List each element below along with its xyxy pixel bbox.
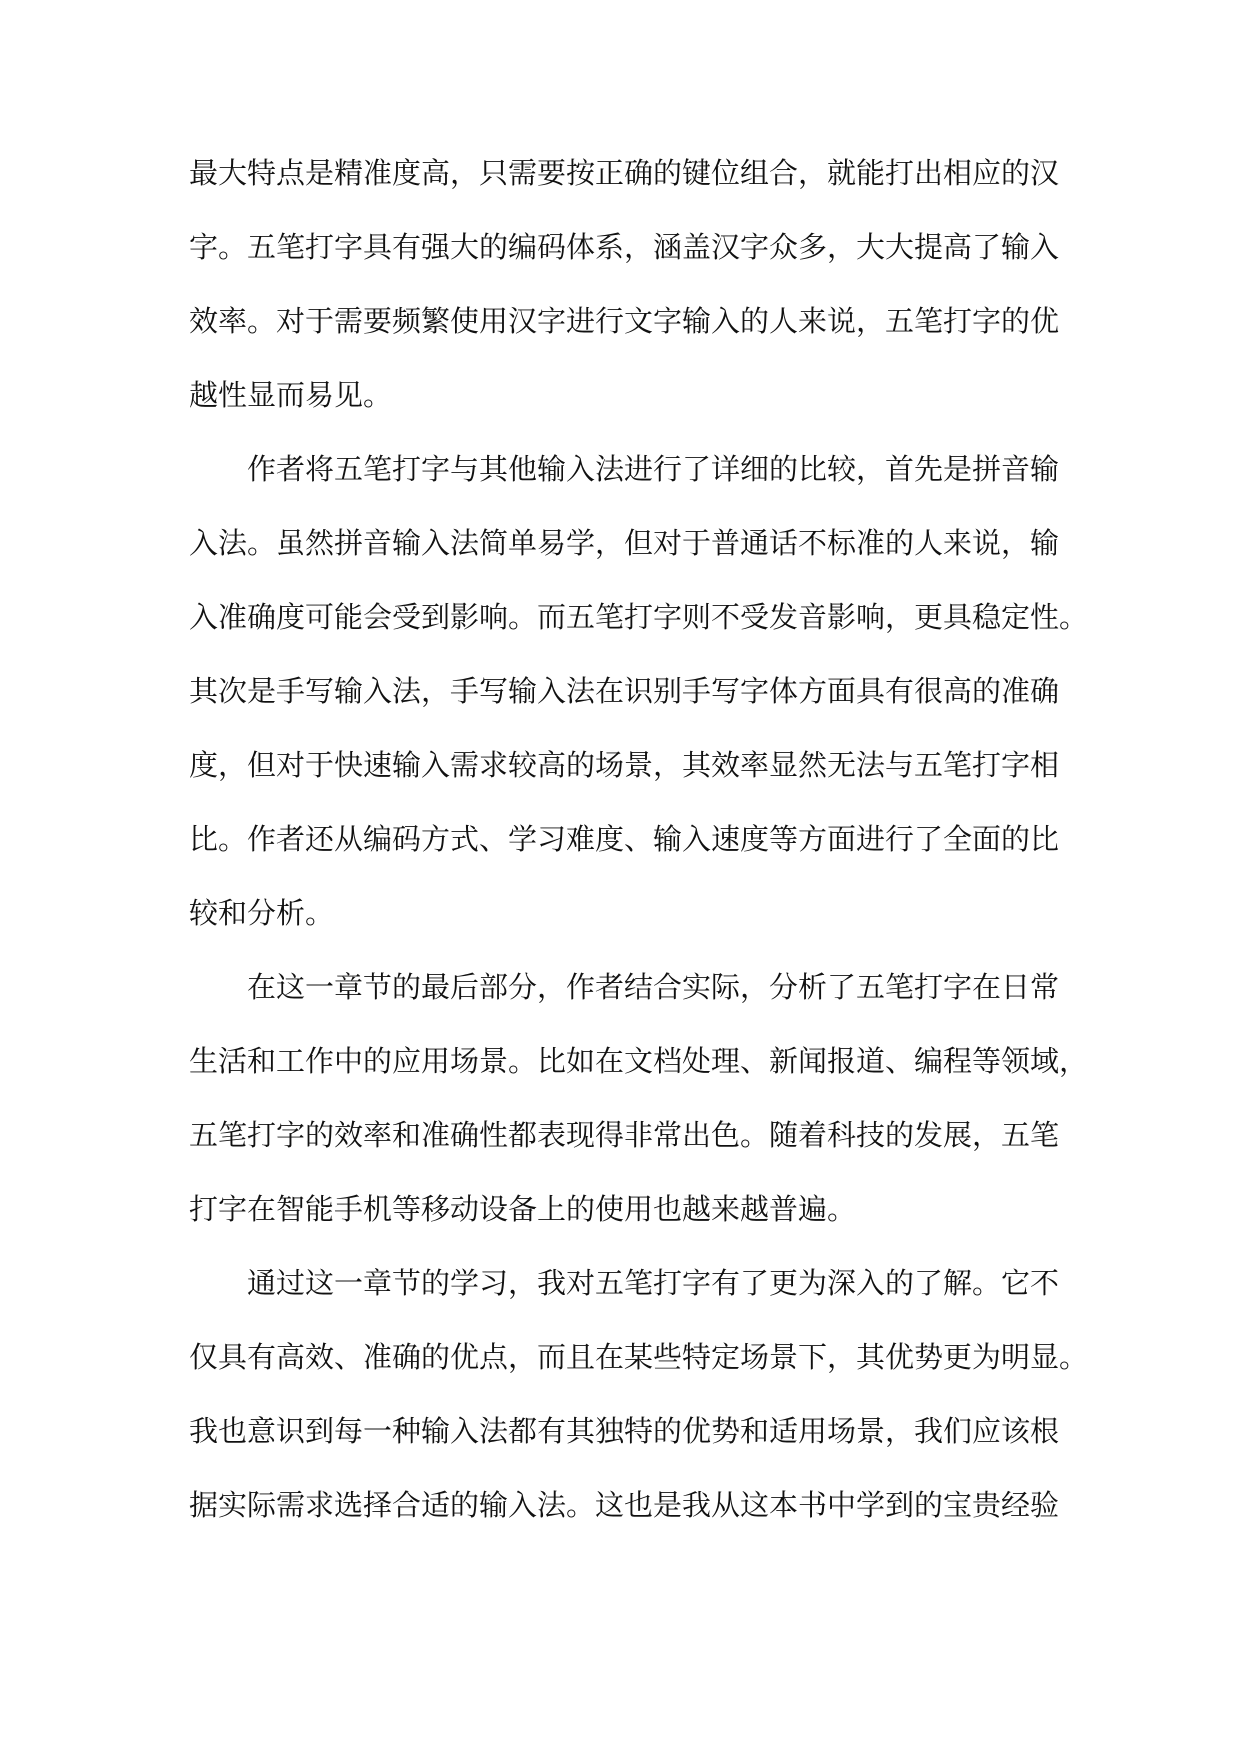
paragraph <box>189 441 1089 959</box>
text-line: 较和分析。 <box>189 896 335 930</box>
paragraph <box>189 1255 1089 1551</box>
text-line: 入法。虽然拼音输入法简单易学，但对于普通话不标准的人来说，输 <box>189 526 1060 560</box>
text-line: 其次是手写输入法，手写输入法在识别手写字体方面具有很高的准确 <box>189 674 1060 708</box>
text-line: 作者将五笔打字与其他输入法进行了详细的比较，首先是拼音输 <box>247 452 1060 486</box>
text-line: 据实际需求选择合适的输入法。这也是我从这本书中学到的宝贵经验 <box>189 1488 1060 1522</box>
text-line: 字。五笔打字具有强大的编码体系，涵盖汉字众多，大大提高了输入 <box>189 230 1060 264</box>
text-line: 效率。对于需要频繁使用汉字进行文字输入的人来说，五笔打字的优 <box>189 304 1060 338</box>
text-line: 在这一章节的最后部分，作者结合实际，分析了五笔打字在日常 <box>247 970 1060 1004</box>
text-line: 生活和工作中的应用场景。比如在文档处理、新闻报道、编程等领域， <box>189 1044 1089 1078</box>
text-line: 入准确度可能会受到影响。而五笔打字则不受发音影响，更具稳定性。 <box>189 600 1089 634</box>
text-line: 打字在智能手机等移动设备上的使用也越来越普遍。 <box>189 1192 857 1226</box>
text-line: 五笔打字的效率和准确性都表现得非常出色。随着科技的发展，五笔 <box>189 1118 1060 1152</box>
text-line: 最大特点是精准度高，只需要按正确的键位组合，就能打出相应的汉 <box>189 156 1060 190</box>
text-line: 度，但对于快速输入需求较高的场景，其效率显然无法与五笔打字相 <box>189 748 1060 782</box>
text-line: 越性显而易见。 <box>189 378 393 412</box>
text-line: 我也意识到每一种输入法都有其独特的优势和适用场景，我们应该根 <box>189 1414 1060 1448</box>
text-line: 比。作者还从编码方式、学习难度、输入速度等方面进行了全面的比 <box>189 822 1060 856</box>
body-text <box>189 145 1089 1551</box>
text-line: 通过这一章节的学习，我对五笔打字有了更为深入的了解。它不 <box>247 1266 1060 1300</box>
paragraph <box>189 959 1089 1255</box>
paragraph <box>189 145 1060 441</box>
text-line: 仅具有高效、准确的优点，而且在某些特定场景下，其优势更为明显。 <box>189 1340 1089 1374</box>
